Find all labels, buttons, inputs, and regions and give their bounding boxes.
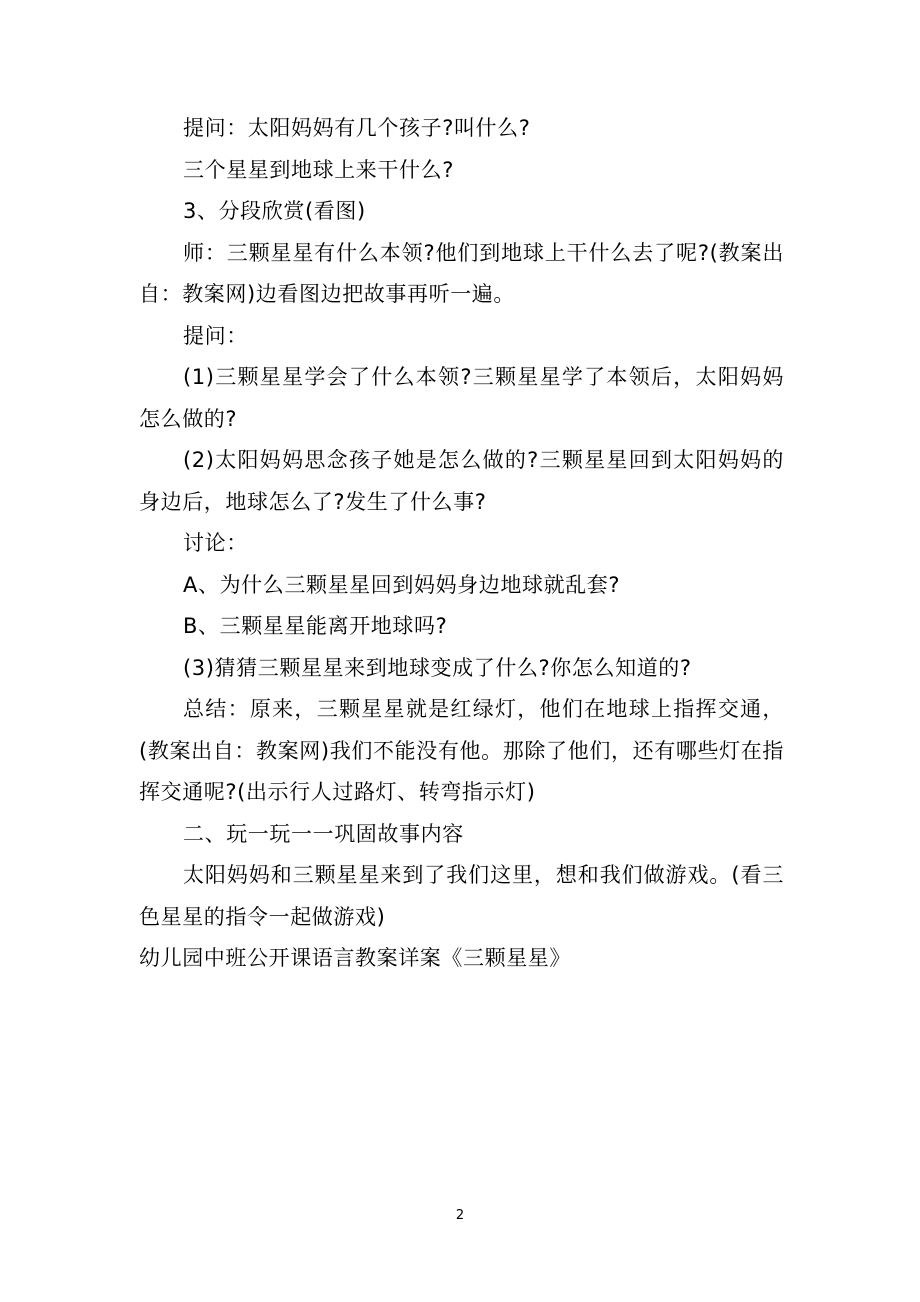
paragraph-summary: 总结：原来，三颗星星就是红绿灯，他们在地球上指挥交通，(教案出自：教案网)我们不能没有他。那除了他们，还有哪些灯在指挥交通呢?(出示行人过路灯、转弯指示灯)	[139, 697, 784, 804]
paragraph-question-2: (2)太阳妈妈思念孩子她是怎么做的?三颗星星回到太阳妈妈的身边后，地球怎么了?发生了什么事?	[139, 448, 784, 514]
paragraph-discussion-label: 讨论：	[183, 531, 248, 555]
document-body	[139, 108, 784, 980]
paragraph-section-play: 二、玩一玩一一巩固故事内容	[183, 821, 464, 846]
paragraph-teacher-prompt: 师：三颗星星有什么本领?他们到地球上干什么去了呢?(教案出自：教案网)边看图边把故事再听一遍。	[139, 240, 784, 306]
paragraph-question-stars-purpose: 三个星星到地球上来干什么?	[183, 157, 454, 182]
paragraph-question-1: (1)三颗星星学会了什么本领?三颗星星学了本领后，太阳妈妈怎么做的?	[139, 365, 784, 431]
paragraph-question-sun-mother: 提问：太阳妈妈有几个孩子?叫什么?	[183, 116, 531, 140]
paragraph-questions-label: 提问：	[183, 323, 248, 348]
page-number: 2	[455, 1208, 465, 1223]
paragraph-lesson-title: 幼儿园中班公开课语言教案详案《三颗星星》	[139, 946, 571, 970]
paragraph-section-appreciation: 3、分段欣赏(看图)	[183, 199, 366, 223]
paragraph-discussion-b: B、三颗星星能离开地球吗?	[183, 614, 448, 638]
paragraph-question-3: (3)猜猜三颗星星来到地球变成了什么?你怎么知道的?	[183, 655, 692, 680]
paragraph-game: 太阳妈妈和三颗星星来到了我们这里，想和我们做游戏。(看三色星星的指令一起做游戏)	[139, 863, 784, 929]
paragraph-discussion-a: A、为什么三颗星星回到妈妈身边地球就乱套?	[183, 572, 621, 597]
